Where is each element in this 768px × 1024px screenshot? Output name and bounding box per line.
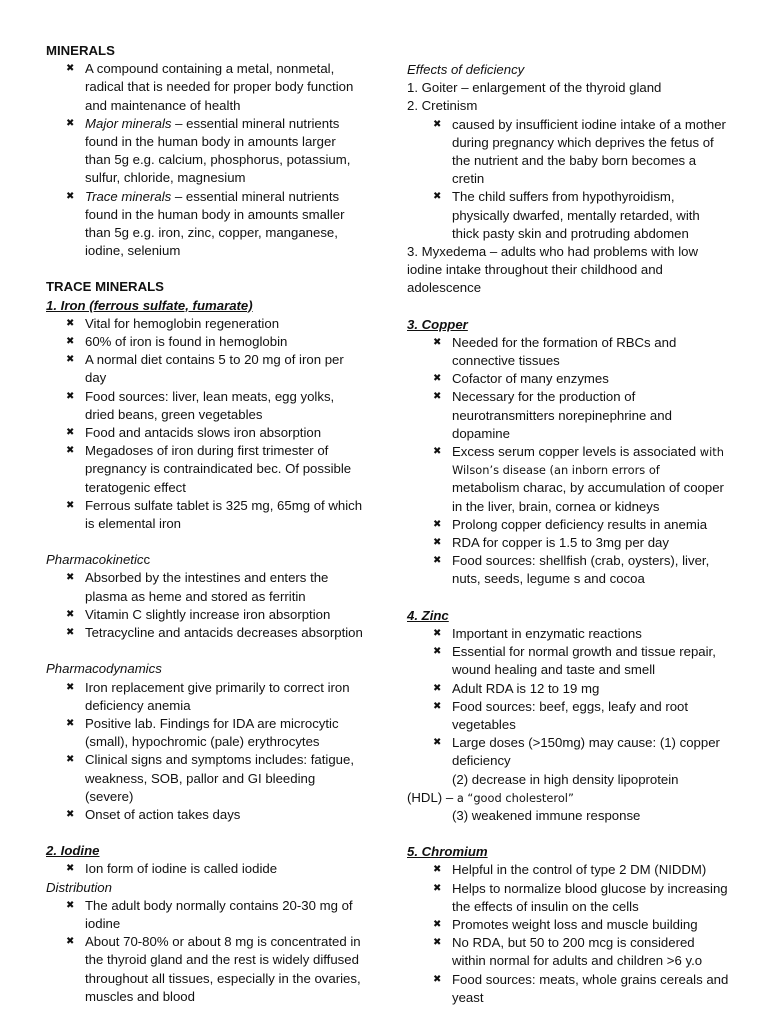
list-item: ✖ Adult RDA is 12 to 19 mg bbox=[452, 680, 729, 698]
list-item: ✖ caused by insufficient iodine intake of a mother during pregnancy which deprives the fetus of the nutrient and the baby born becomes a cretin bbox=[452, 116, 729, 189]
iodine-list bbox=[46, 860, 364, 878]
list-item: ✖ Trace minerals – essential mineral nutrients found in the human body in amounts smaller than 5g e.g. iron, zinc, copper, manganese, iodine, selenium bbox=[85, 188, 364, 261]
list-item: ✖ The adult body normally contains 20-30 mg of iodine bbox=[85, 897, 364, 933]
list-item: ✖ Positive lab. Findings for IDA are microcytic (small), hypochromic (pale) erythrocytes bbox=[85, 715, 364, 751]
list-item: ✖ Important in enzymatic reactions bbox=[452, 625, 729, 643]
list-item: ✖ Absorbed by the intestines and enters the plasma as heme and stored as ferritin bbox=[85, 569, 364, 605]
cretinism-list bbox=[407, 116, 729, 243]
list-item: ✖ A normal diet contains 5 to 20 mg of iron per day bbox=[85, 351, 364, 387]
iron-heading: 1. Iron (ferrous sulfate, fumarate) bbox=[46, 297, 253, 313]
list-item: ✖ Helpful in the control of type 2 DM (NIDDM) bbox=[452, 861, 729, 879]
list-item: ✖ Food sources: meats, whole grains cereals and yeast bbox=[452, 971, 729, 1007]
zinc-continuation-hdl: (2) decrease in high density lipoprotein bbox=[452, 771, 679, 787]
list-item: ✖ Cofactor of many enzymes bbox=[452, 370, 729, 388]
list-item: ✖ Clinical signs and symptoms includes: fatigue, weakness, SOB, pallor and GI bleeding (severe) bbox=[85, 751, 364, 806]
list-item: ✖ Ferrous sulfate tablet is 325 mg, 65mg of which is elemental iron bbox=[85, 497, 364, 533]
list-item: ✖ Megadoses of iron during first trimester of pregnancy is contraindicated bec. Of possible teratogenic effect bbox=[85, 442, 364, 497]
list-item: ✖ About 70-80% or about 8 mg is concentrated in the thyroid gland and the rest is widely diffused throughout all tissues, especially in the ovaries, muscles and blood bbox=[85, 933, 364, 1006]
copper-heading: 3. Copper bbox=[407, 316, 468, 332]
minerals-list bbox=[46, 60, 364, 260]
list-item: ✖ Prolong copper deficiency results in anemia bbox=[452, 516, 729, 534]
chromium-list bbox=[407, 861, 729, 1007]
pharmacokinetic-heading: Pharmacokineticc bbox=[46, 552, 151, 568]
distribution-heading: Distribution bbox=[46, 879, 112, 895]
zinc-continuation-immune: (3) weakened immune response bbox=[452, 807, 641, 823]
list-item: ✖ The child suffers from hypothyroidism, physically dwarfed, mentally retarded, with thick pasty skin and protruding abdomen bbox=[452, 188, 729, 243]
effect-cretinism: 2. Cretinism bbox=[407, 98, 478, 114]
list-item: ✖ Food sources: shellfish (crab, oysters), liver, nuts, seeds, legume s and cocoa bbox=[452, 552, 729, 588]
effect-goiter: 1. Goiter – enlargement of the thyroid gland bbox=[407, 80, 662, 96]
copper-list bbox=[407, 334, 729, 589]
right-column bbox=[407, 61, 729, 1007]
trace-minerals-heading: TRACE MINERALS bbox=[46, 279, 164, 295]
chromium-heading: 5. Chromium bbox=[407, 844, 488, 860]
list-item: ✖ Promotes weight loss and muscle building bbox=[452, 916, 729, 934]
list-item: ✖ No RDA, but 50 to 200 mcg is considered within normal for adults and children >6 y.o bbox=[452, 934, 729, 970]
list-item: ✖ Necessary for the production of neurotransmitters norepinephrine and dopamine bbox=[452, 388, 729, 443]
pharmacodynamics-list bbox=[46, 679, 364, 825]
list-item: ✖ Ion form of iodine is called iodide bbox=[85, 860, 364, 878]
list-item: ✖ RDA for copper is 1.5 to 3mg per day bbox=[452, 534, 729, 552]
list-item: ✖ Essential for normal growth and tissue repair, wound healing and taste and smell bbox=[452, 643, 729, 679]
list-item: ✖ Vitamin C slightly increase iron absorption bbox=[85, 606, 364, 624]
list-item: ✖ 60% of iron is found in hemoglobin bbox=[85, 333, 364, 351]
iron-list bbox=[46, 315, 364, 533]
distribution-list bbox=[46, 897, 364, 1006]
list-item: ✖ Food sources: liver, lean meats, egg yolks, dried beans, green vegetables bbox=[85, 388, 364, 424]
list-item: ✖ Food and antacids slows iron absorption bbox=[85, 424, 364, 442]
zinc-list bbox=[407, 625, 729, 771]
list-item: ✖ Onset of action takes days bbox=[85, 806, 364, 824]
iodine-heading: 2. Iodine bbox=[46, 843, 100, 859]
list-item: ✖ Vital for hemoglobin regeneration bbox=[85, 315, 364, 333]
zinc-continuation-cholesterol: (HDL) – a “good cholesterol” bbox=[407, 789, 574, 805]
left-column bbox=[46, 42, 364, 1006]
list-item: ✖ Helps to normalize blood glucose by increasing the effects of insulin on the cells bbox=[452, 880, 729, 916]
list-item: ✖ Excess serum copper levels is associated with Wilson’s disease (an inborn errors of metabolism charac, by accumulation of cooper in the liver, brain, cornea or kidneys bbox=[452, 443, 729, 516]
list-item: ✖ Iron replacement give primarily to correct iron deficiency anemia bbox=[85, 679, 364, 715]
list-item: ✖ Tetracycline and antacids decreases absorption bbox=[85, 624, 364, 642]
effect-myxedema: 3. Myxedema – adults who had problems with low iodine intake throughout their childhood and adolescence bbox=[407, 244, 699, 296]
list-item: ✖ Major minerals – essential mineral nutrients found in the human body in amounts larger than 5g e.g. calcium, phosphorus, potassium, sulfur, chloride, magnesium bbox=[85, 115, 364, 188]
list-item: ✖ Food sources: beef, eggs, leafy and root vegetables bbox=[452, 698, 729, 734]
list-item: ✖ A compound containing a metal, nonmetal, radical that is needed for proper body function and maintenance of health bbox=[85, 60, 364, 115]
list-item: ✖ Needed for the formation of RBCs and connective tissues bbox=[452, 334, 729, 370]
pharmacokinetic-list bbox=[46, 569, 364, 642]
minerals-heading: MINERALS bbox=[46, 43, 115, 58]
zinc-heading: 4. Zinc bbox=[407, 607, 449, 623]
list-item: ✖ Large doses (>150mg) may cause: (1) copper deficiency bbox=[452, 734, 729, 770]
effects-heading: Effects of deficiency bbox=[407, 62, 525, 77]
pharmacodynamics-heading: Pharmacodynamics bbox=[46, 661, 162, 677]
